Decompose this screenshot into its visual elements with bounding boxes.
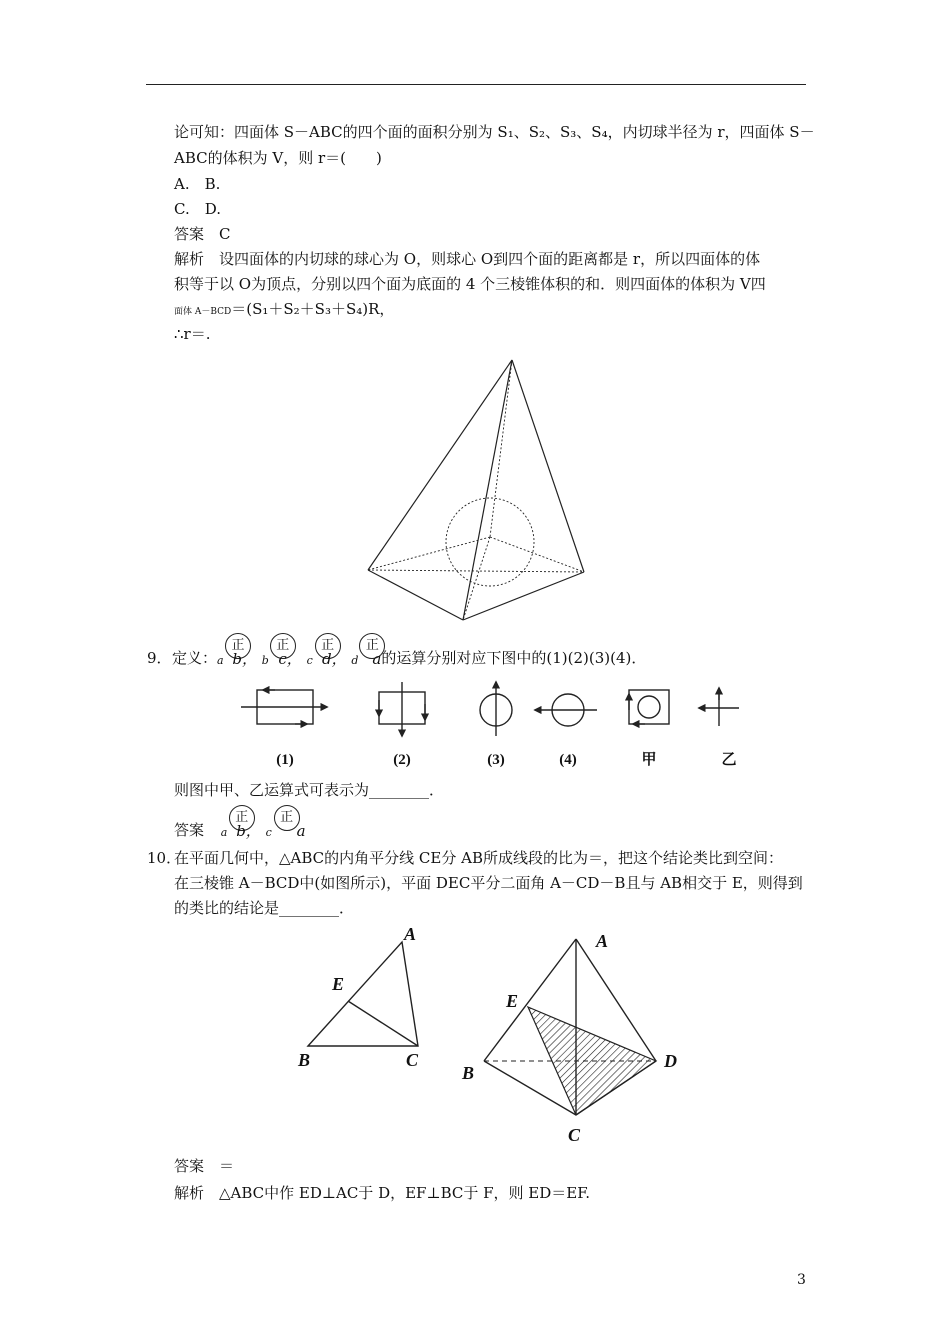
edge-apex-right	[512, 360, 584, 572]
answer-8: 答案 C	[174, 225, 231, 243]
edge-right-front	[463, 572, 584, 620]
volume-formula: ＝(S₁＋S₂＋S₃＋S₄)R，	[231, 300, 395, 318]
question-9-definition	[172, 638, 647, 669]
analysis-8-line-4: ∴r＝.	[174, 325, 211, 343]
answer-op-c-a: c 正 a	[266, 821, 306, 841]
op-a-b: a 正 b，	[217, 649, 257, 669]
op-circle-zheng: 正	[315, 633, 341, 659]
tri-label-c: C	[406, 1050, 419, 1070]
answer-op-a-b: a 正 b，	[221, 821, 261, 841]
figure-4	[535, 694, 597, 726]
option-c-d: C. D.	[174, 200, 221, 218]
tri-label-b: B	[298, 1050, 311, 1070]
figure-label-jia: 甲	[641, 752, 657, 768]
header-rule	[146, 84, 806, 85]
op-circle-zheng: 正	[274, 805, 300, 831]
op-b-c: b 正 c，	[262, 649, 302, 669]
op-d-a: d 正 a	[351, 649, 381, 669]
question-10-line-3: 的类比的结论是________．	[174, 899, 355, 917]
hidden-line-center-left	[368, 537, 490, 570]
volume-subscript: 面体 A－BCD	[174, 307, 232, 317]
figure-yi	[699, 688, 739, 726]
figure-label-3: (3)	[487, 752, 505, 768]
inscribed-sphere	[446, 498, 534, 586]
tetrahedron-figure	[360, 352, 590, 627]
answer-10: 答案 ＝	[174, 1157, 235, 1175]
question-9-ask: 则图中甲、乙运算式可表示为________．	[174, 781, 445, 799]
analysis-10: 解析 △ABC中作 ED⊥AC于 D，EF⊥BC于 F，则 ED＝EF.	[174, 1184, 591, 1202]
pyr-label-e: E	[506, 991, 519, 1011]
op-circle-zheng: 正	[229, 805, 255, 831]
question-10-number: 10．	[147, 849, 182, 867]
operations-figure	[235, 680, 755, 772]
answer-9	[174, 810, 306, 841]
hidden-line-center-right	[490, 537, 584, 572]
edge-apex-left	[368, 360, 512, 570]
hidden-edge-back	[368, 570, 584, 572]
figure-label-4: (4)	[559, 752, 577, 768]
op-circle-zheng: 正	[359, 633, 385, 659]
pyr-label-a: A	[596, 931, 609, 951]
triangle-figure	[290, 920, 430, 1070]
option-a-b: A. B.	[174, 175, 221, 193]
answer-9-prefix: 答案	[174, 821, 205, 839]
question-10-line-1: 在平面几何中，△ABC的内角平分线 CE分 AB所成线段的比为＝，把这个结论类比到空间：	[174, 849, 783, 867]
figure-label-2: (2)	[393, 752, 411, 768]
pyr-label-d: D	[664, 1051, 677, 1071]
pyr-label-c: C	[568, 1125, 581, 1145]
page-number: 3	[797, 1272, 806, 1288]
edge-left-front	[368, 570, 463, 620]
tri-label-a: A	[404, 924, 417, 944]
op-c-d: c 正 d，	[307, 649, 347, 669]
figure-3	[480, 682, 512, 736]
tri-label-e: E	[332, 974, 345, 994]
pyramid-figure	[458, 925, 698, 1150]
definition-prefix: 定义：	[172, 649, 218, 667]
intro-line-2: ABC的体积为 V，则 r＝( )	[174, 149, 382, 167]
analysis-8-line-2: 积等于以 O为顶点，分别以四个面为底面的 4 个三棱锥体积的和．则四面体的体积为 V四	[174, 275, 766, 293]
figure-2	[379, 682, 425, 736]
figure-label-1: (1)	[276, 752, 294, 768]
question-9-number: 9．	[147, 649, 172, 667]
question-10-line-2: 在三棱锥 A－BCD中(如图所示)，平面 DEC平分二面角 A－CD－B且与 AB相交于 E，则得到	[174, 874, 803, 892]
figure-1	[241, 690, 327, 724]
triangle-abc	[308, 942, 418, 1046]
figure-label-yi: 乙	[721, 752, 737, 768]
pyr-label-b: B	[462, 1063, 475, 1083]
bisector-ce	[348, 1001, 418, 1046]
definition-suffix: 的运算分别对应下图中的(1)(2)(3)(4)．	[381, 649, 647, 667]
op-circle-zheng: 正	[270, 633, 296, 659]
intro-line-1: 论可知：四面体 S－ABC的四个面的面积分别为 S₁、S₂、S₃、S₄，内切球半径为 r，四面体 S－	[174, 123, 815, 141]
analysis-8-line-1: 解析 设四面体的内切球的球心为 O，则球心 O到四个面的距离都是 r，所以四面体的体	[174, 250, 761, 268]
figure-jia	[629, 690, 669, 724]
analysis-8-line-3	[174, 299, 394, 322]
op-circle-zheng: 正	[225, 633, 251, 659]
